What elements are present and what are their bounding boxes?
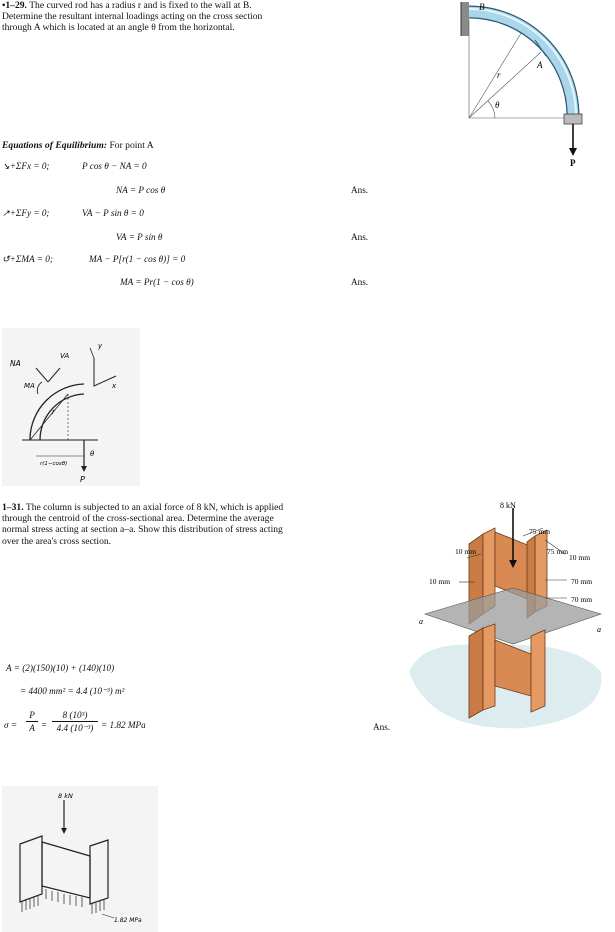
sketch-label-m: MA	[24, 382, 35, 390]
label-75-b: 75 mm	[547, 547, 569, 556]
label-p: P	[570, 158, 576, 168]
label-force: 8 kN	[500, 501, 516, 510]
sketch-label-y: y	[98, 342, 103, 350]
heading-suffix: For point A	[109, 140, 154, 151]
sigma-eq-sign: =	[41, 720, 48, 730]
eq-label-5: ↺+ΣMA = 0;	[2, 254, 53, 264]
eq-expr-4: VA = P sin θ	[116, 232, 163, 242]
ans-2: Ans.	[351, 232, 369, 242]
ans-3: Ans.	[351, 277, 369, 287]
eq-expr-2: NA = P cos θ	[116, 185, 166, 195]
sketch-label-v: VA	[60, 352, 70, 360]
sigma-den-1: A	[29, 723, 35, 733]
label-r: r	[497, 70, 501, 80]
sigma-den-2: 4.4 (10⁻³)	[56, 723, 94, 733]
label-a-right: a	[597, 625, 601, 634]
label-10-a: 10 mm	[455, 547, 477, 556]
sigma-eq	[4, 708, 264, 742]
problem-129-statement	[2, 0, 272, 34]
sigma-lhs: σ =	[4, 720, 18, 730]
sketch-label-n: NA	[10, 359, 21, 368]
problem-131-number: 1–31.	[2, 502, 24, 513]
fbd-sketch-131	[2, 786, 158, 932]
sketch-label-r: r	[52, 408, 55, 416]
label-10-c: 10 mm	[429, 577, 451, 586]
label-10-b: 10 mm	[569, 553, 591, 562]
sketch-label-theta: θ	[90, 450, 95, 458]
area-eq-1: A = (2)(150)(10) + (140)(10)	[6, 663, 115, 673]
flange-right-lower	[531, 630, 545, 712]
label-70-b: 70 mm	[571, 595, 593, 604]
column-figure	[395, 496, 615, 736]
wall	[461, 2, 469, 36]
eq-expr-3: VA − P sin θ = 0	[82, 208, 144, 218]
eq-label-1: ↘+ΣFx = 0;	[2, 161, 50, 171]
theta-arc	[488, 101, 495, 118]
flange-left-lower	[469, 628, 483, 718]
problem-129-number: •1–29.	[2, 0, 27, 11]
sketch-label-p: P	[80, 475, 85, 484]
sigma-num-2: 8 (10³)	[62, 710, 88, 720]
eq-expr-5: MA − P[r(1 − cos θ)] = 0	[89, 254, 186, 264]
ans-131: Ans.	[373, 722, 391, 732]
sketch-label-dim: r(1−cosθ)	[40, 461, 68, 467]
problem-131-statement	[2, 502, 288, 547]
label-a-left: a	[419, 617, 423, 626]
ans-1: Ans.	[351, 185, 369, 195]
label-a: A	[537, 60, 543, 70]
problem-129-text: The curved rod has a radius r and is fixed to the wall at B. Determine the resultant internal loadings acting on the cross section through A which is located at an angle θ from the horizontal.	[2, 0, 263, 34]
radius-line-a	[469, 52, 541, 118]
fbd-sketch-129	[2, 328, 140, 486]
end-fitting	[564, 114, 582, 124]
heading-text: Equations of Equilibrium:	[2, 140, 108, 151]
area-eq-2: = 4400 mm² = 4.4 (10⁻³) m²	[20, 686, 125, 696]
eq-label-3: ↗+ΣFy = 0;	[2, 208, 50, 218]
eq-expr-6: MA = Pr(1 − cos θ)	[120, 277, 194, 287]
sigma-result: = 1.82 MPa	[101, 720, 146, 730]
sketch-label-force: 8 kN	[58, 792, 73, 800]
curved-rod-figure	[455, 0, 615, 170]
label-75-a: 75 mm	[529, 527, 551, 536]
label-b: B	[479, 2, 485, 12]
sketch-label-x: x	[112, 382, 117, 390]
sigma-num-1: P	[29, 710, 35, 720]
label-70-a: 70 mm	[571, 577, 593, 586]
eq-expr-1: P cos θ − NA = 0	[82, 161, 147, 171]
sketch-label-stress: 1.82 MPa	[114, 917, 142, 924]
problem-131-text: The column is subjected to an axial force of 8 kN, which is applied through the centroid of the cross-sectional area. Determine the average normal stress acting at section a–a. Show this distribution of stress acting over the area's cross section.	[2, 502, 284, 547]
equilibrium-heading	[2, 140, 154, 151]
stress-arrows	[22, 889, 104, 914]
label-theta: θ	[495, 100, 500, 110]
curved-rod	[469, 12, 573, 116]
